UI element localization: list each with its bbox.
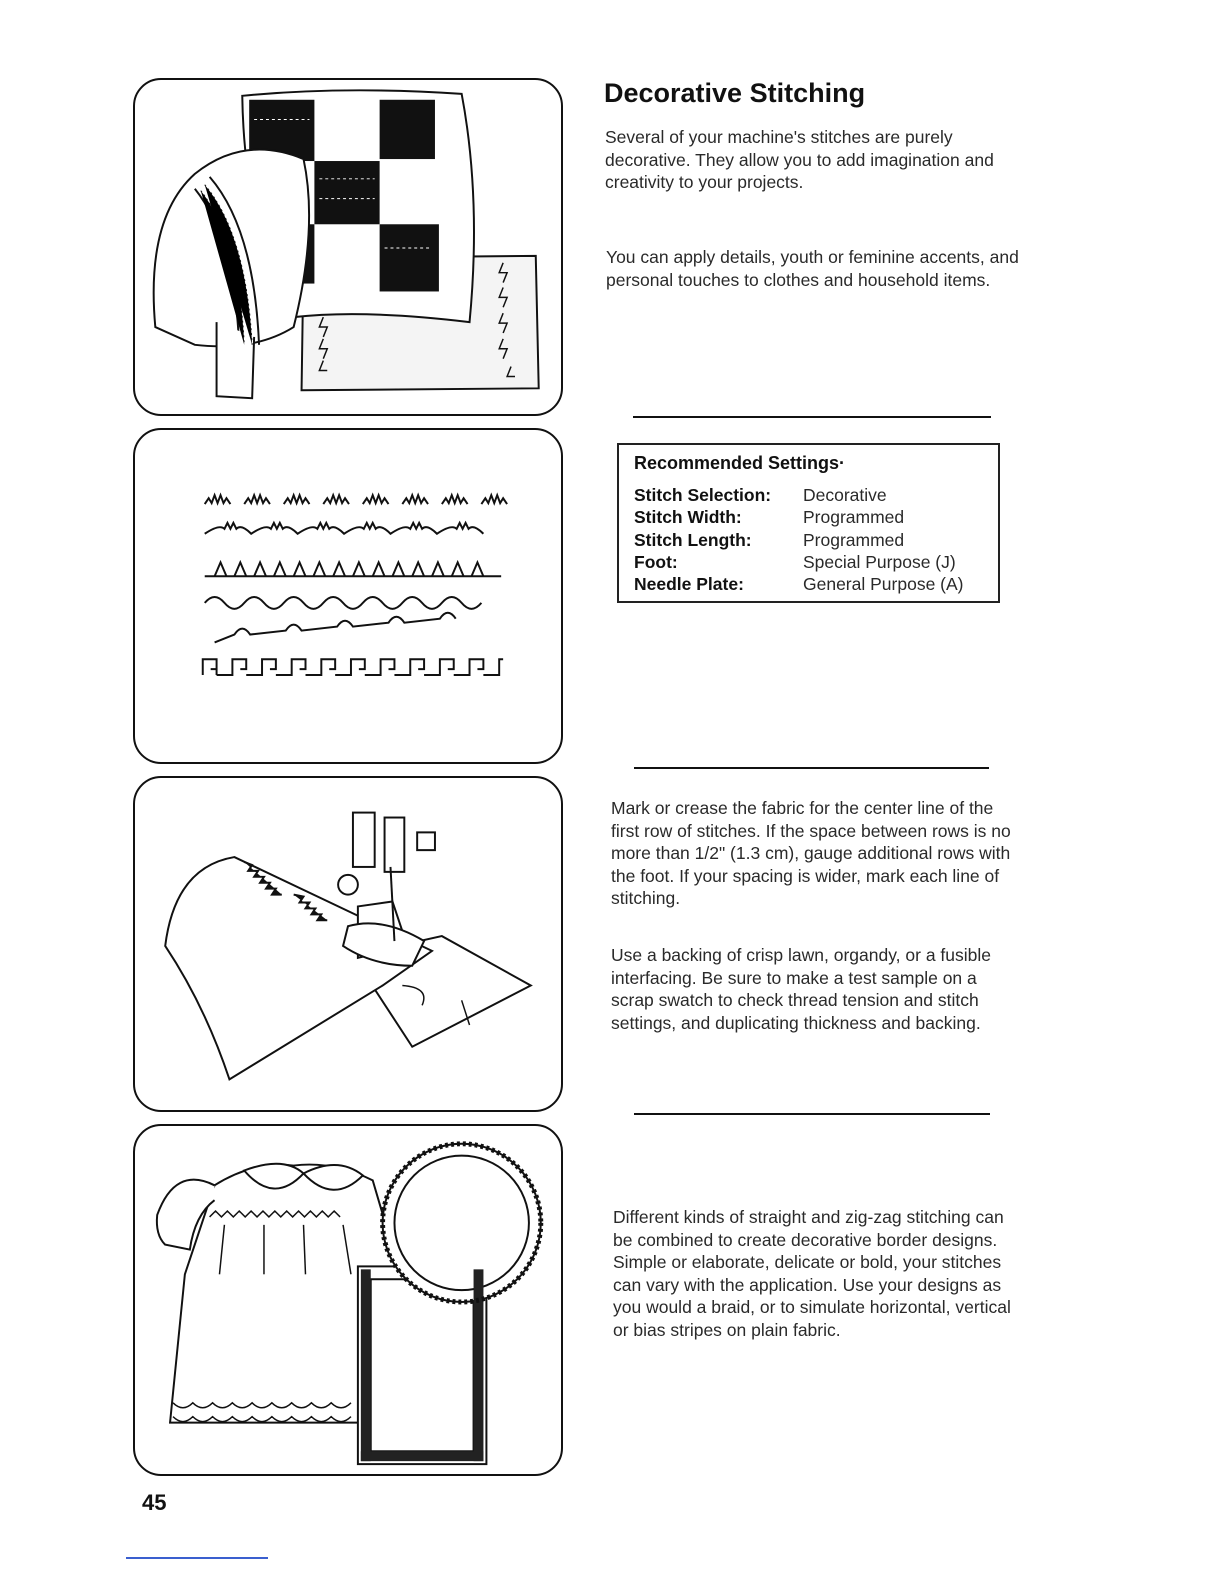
presser-foot-sewing-illustration bbox=[135, 778, 561, 1110]
intro-paragraph: Several of your machine's stitches are purely decorative. They allow you to add imagination and creativity to your projects. bbox=[605, 127, 994, 193]
settings-row-stitch-length bbox=[634, 529, 998, 551]
settings-value: Special Purpose (J) bbox=[803, 551, 956, 572]
backing-paragraph: Use a backing of crisp lawn, organdy, or a fusible interfacing. Be sure to make a test sample on a scrap swatch to check thread tension and stitch settings, and duplicating thickness and backing. bbox=[611, 945, 992, 1033]
details-paragraph: You can apply details, youth or feminine accents, and personal touches to clothes and household items. bbox=[606, 247, 1019, 290]
settings-row-needle-plate bbox=[634, 573, 998, 595]
page-title: Decorative Stitching bbox=[604, 78, 866, 108]
settings-heading: Recommended Settings· bbox=[634, 453, 846, 473]
illustration-panel-stitch-patterns bbox=[133, 428, 563, 764]
illustration-panel-border-designs bbox=[133, 1124, 563, 1476]
settings-row-stitch-selection bbox=[634, 484, 998, 506]
dress-and-border-illustration bbox=[135, 1126, 561, 1474]
settings-label: Stitch Selection: bbox=[634, 485, 772, 505]
section-divider bbox=[634, 767, 989, 769]
decorative-stitch-samples bbox=[135, 430, 561, 762]
illustration-panel-presser-foot bbox=[133, 776, 563, 1112]
settings-label: Foot: bbox=[634, 551, 678, 572]
settings-label: Stitch Width: bbox=[634, 507, 742, 528]
settings-value: Programmed bbox=[803, 507, 905, 528]
page-number: 45 bbox=[142, 1490, 167, 1515]
settings-row-foot bbox=[634, 551, 998, 573]
marking-paragraph: Mark or crease the fabric for the center line of the first row of stitches. If the space between rows is no more than 1/2" (1.3 cm), gauge additional rows with the foot. If your spacing is wider, mark each line of stitching. bbox=[611, 798, 1011, 909]
footer-line bbox=[126, 1557, 268, 1559]
section-divider bbox=[634, 1113, 990, 1115]
settings-label: Needle Plate: bbox=[634, 574, 744, 595]
section-divider bbox=[633, 416, 991, 418]
borders-paragraph: Different kinds of straight and zig-zag stitching can be combined to create decorative border designs. Simple or elaborate, delicate or bold, your stitches can vary with the application. Use your designs as you would a braid, or to simulate horizontal, vertical or bias stripes on plain fabric. bbox=[613, 1207, 1011, 1340]
settings-value: Programmed bbox=[803, 529, 905, 550]
settings-label: Stitch Length: bbox=[634, 529, 752, 550]
bonnet-pillow-placemat-illustration bbox=[135, 80, 561, 414]
settings-row-stitch-width bbox=[634, 506, 998, 528]
settings-value: General Purpose (A) bbox=[803, 574, 964, 595]
settings-value: Decorative bbox=[803, 485, 887, 505]
illustration-panel-home-items bbox=[133, 78, 563, 416]
recommended-settings-box bbox=[617, 443, 1000, 603]
